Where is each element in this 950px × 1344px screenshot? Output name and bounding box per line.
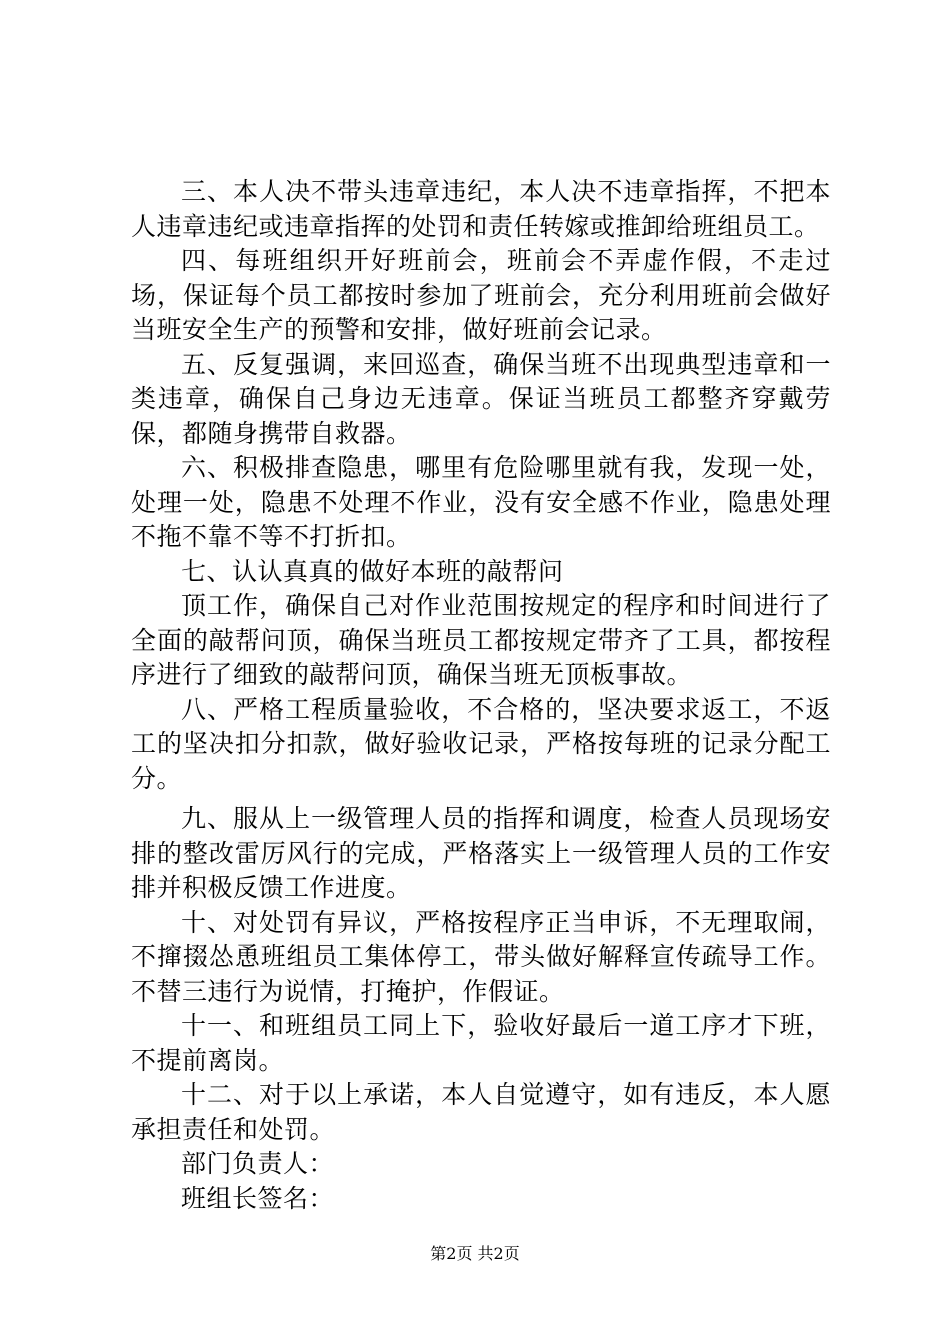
paragraph-7-part-1: 七、认认真真的做好本班的敲帮问: [181, 556, 564, 586]
department-head-signature: 部门负责人：: [181, 1149, 335, 1178]
paragraph-11: 十一、和班组员工同上下，验收好最后一道工序才下班，不提前离岗。: [131, 1011, 831, 1075]
page-number: 第2页 共2页: [430, 1244, 520, 1263]
paragraph-4: 四、每班组织开好班前会，班前会不弄虚作假，不走过场，保证每个员工都按时参加了班前会，充分利用班前会做好当班安全生产的预警和安排，做好班前会记录。: [131, 246, 831, 344]
page-footer: [0, 1244, 950, 1264]
paragraph-3: 三、本人决不带头违章违纪，本人决不违章指挥，不把本人违章违纪或违章指挥的处罚和责任转嫁或推卸给班组员工。: [131, 177, 831, 241]
paragraph-7-part-2: 顶工作，确保自己对作业范围按规定的程序和时间进行了全面的敲帮问顶，确保当班员工都按规定带齐了工具，都按程序进行了细致的敲帮问顶，确保当班无顶板事故。: [131, 591, 831, 689]
paragraph-5: 五、反复强调，来回巡查，确保当班不出现典型违章和一类违章，确保自己身边无违章。保证当班员工都整齐穿戴劳保，都随身携带自救器。: [131, 349, 831, 448]
paragraph-8: 八、严格工程质量验收，不合格的，坚决要求返工，不返工的坚决扣分扣款，做好验收记录，严格按每班的记录分配工分。: [131, 694, 831, 793]
paragraph-10: 十、对处罚有异议，严格按程序正当申诉，不无理取闹，不撺掇怂恿班组员工集体停工，带头做好解释宣传疏导工作。不替三违行为说情，打掩护，作假证。: [131, 907, 831, 1006]
team-leader-signature: 班组长签名：: [181, 1183, 335, 1213]
paragraph-6: 六、积极排查隐患，哪里有危险哪里就有我，发现一处，处理一处，隐患不处理不作业，没有安全感不作业，隐患处理不拖不靠不等不打折扣。: [131, 453, 831, 551]
paragraph-9: 九、服从上一级管理人员的指挥和调度，检查人员现场安排的整改雷厉风行的完成，严格落实上一级管理人员的工作安排并积极反馈工作进度。: [131, 804, 831, 902]
document-body: [131, 175, 831, 1216]
paragraph-12: 十二、对于以上承诺，本人自觉遵守，如有违反，本人愿承担责任和处罚。: [131, 1080, 831, 1144]
